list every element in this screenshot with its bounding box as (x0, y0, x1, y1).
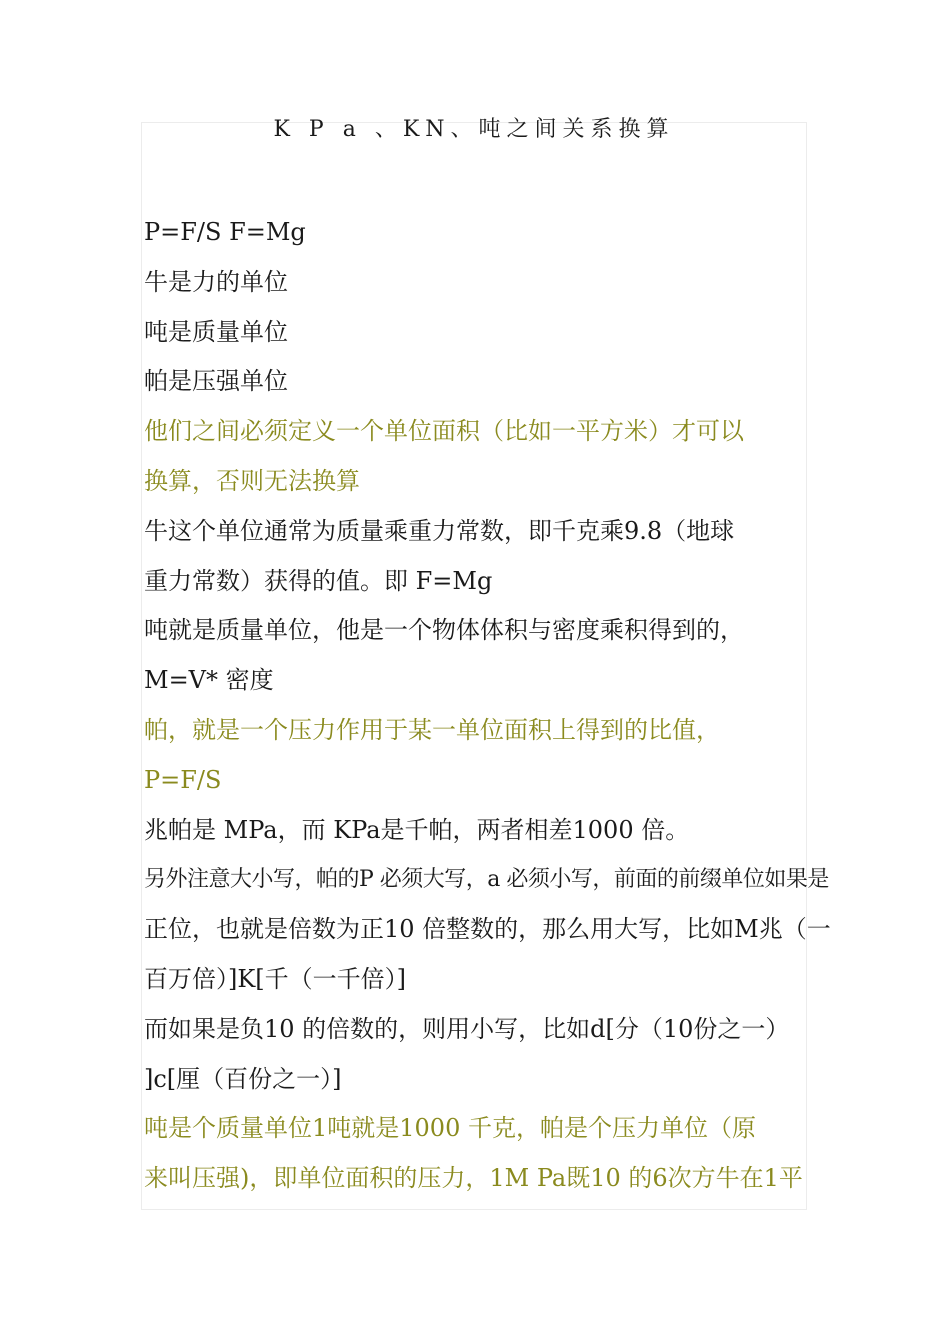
text-line-5: 他们之间必须定义一个单位面积（比如一平方米）才可以 (144, 417, 744, 446)
text-line-3: 吨是质量单位 (144, 317, 288, 346)
text-line-17: 而如果是负10 的倍数的，则用小写，比如d[分（10份之一） (144, 1014, 790, 1043)
text-line-4: 帕是压强单位 (144, 367, 288, 396)
text-line-12: P=F/S (144, 765, 222, 794)
text-line-19: 吨是个质量单位1吨就是1000 千克，帕是个压力单位（原 (144, 1114, 756, 1143)
text-line-6: 换算，否则无法换算 (144, 466, 360, 495)
text-line-13: 兆帕是 MPa，而 KPa是千帕，两者相差1000 倍。 (144, 815, 690, 844)
text-line-14: 另外注意大小写，帕的P 必须大写，a 必须小写，前面的前缀单位如果是 (144, 867, 829, 893)
text-line-10: M=V* 密度 (144, 666, 274, 695)
document-body (144, 208, 831, 1204)
text-line-8: 重力常数）获得的值。即 F=Mg (144, 566, 493, 595)
text-line-9: 吨就是质量单位，他是一个物体体积与密度乘积得到的， (144, 616, 744, 645)
text-line-7: 牛这个单位通常为质量乘重力常数，即千克乘9.8（地球 (144, 516, 735, 545)
text-line-2: 牛是力的单位 (144, 267, 288, 296)
document-title: K P a 、KN、吨之间关系换算 (273, 117, 675, 142)
text-line-16: 百万倍）]K[千（一千倍）] (144, 964, 407, 993)
text-line-20: 来叫压强)，即单位面积的压力，1M Pa既10 的6次方牛在1平 (144, 1164, 803, 1193)
text-line-18: ]c[厘（百份之一）] (144, 1064, 342, 1093)
text-line-1: P=F/S F=Mg (144, 218, 306, 246)
text-line-15: 正位，也就是倍数为正10 倍整数的，那么用大写，比如M兆（一 (144, 915, 831, 944)
text-line-11: 帕，就是一个压力作用于某一单位面积上得到的比值， (144, 715, 720, 744)
